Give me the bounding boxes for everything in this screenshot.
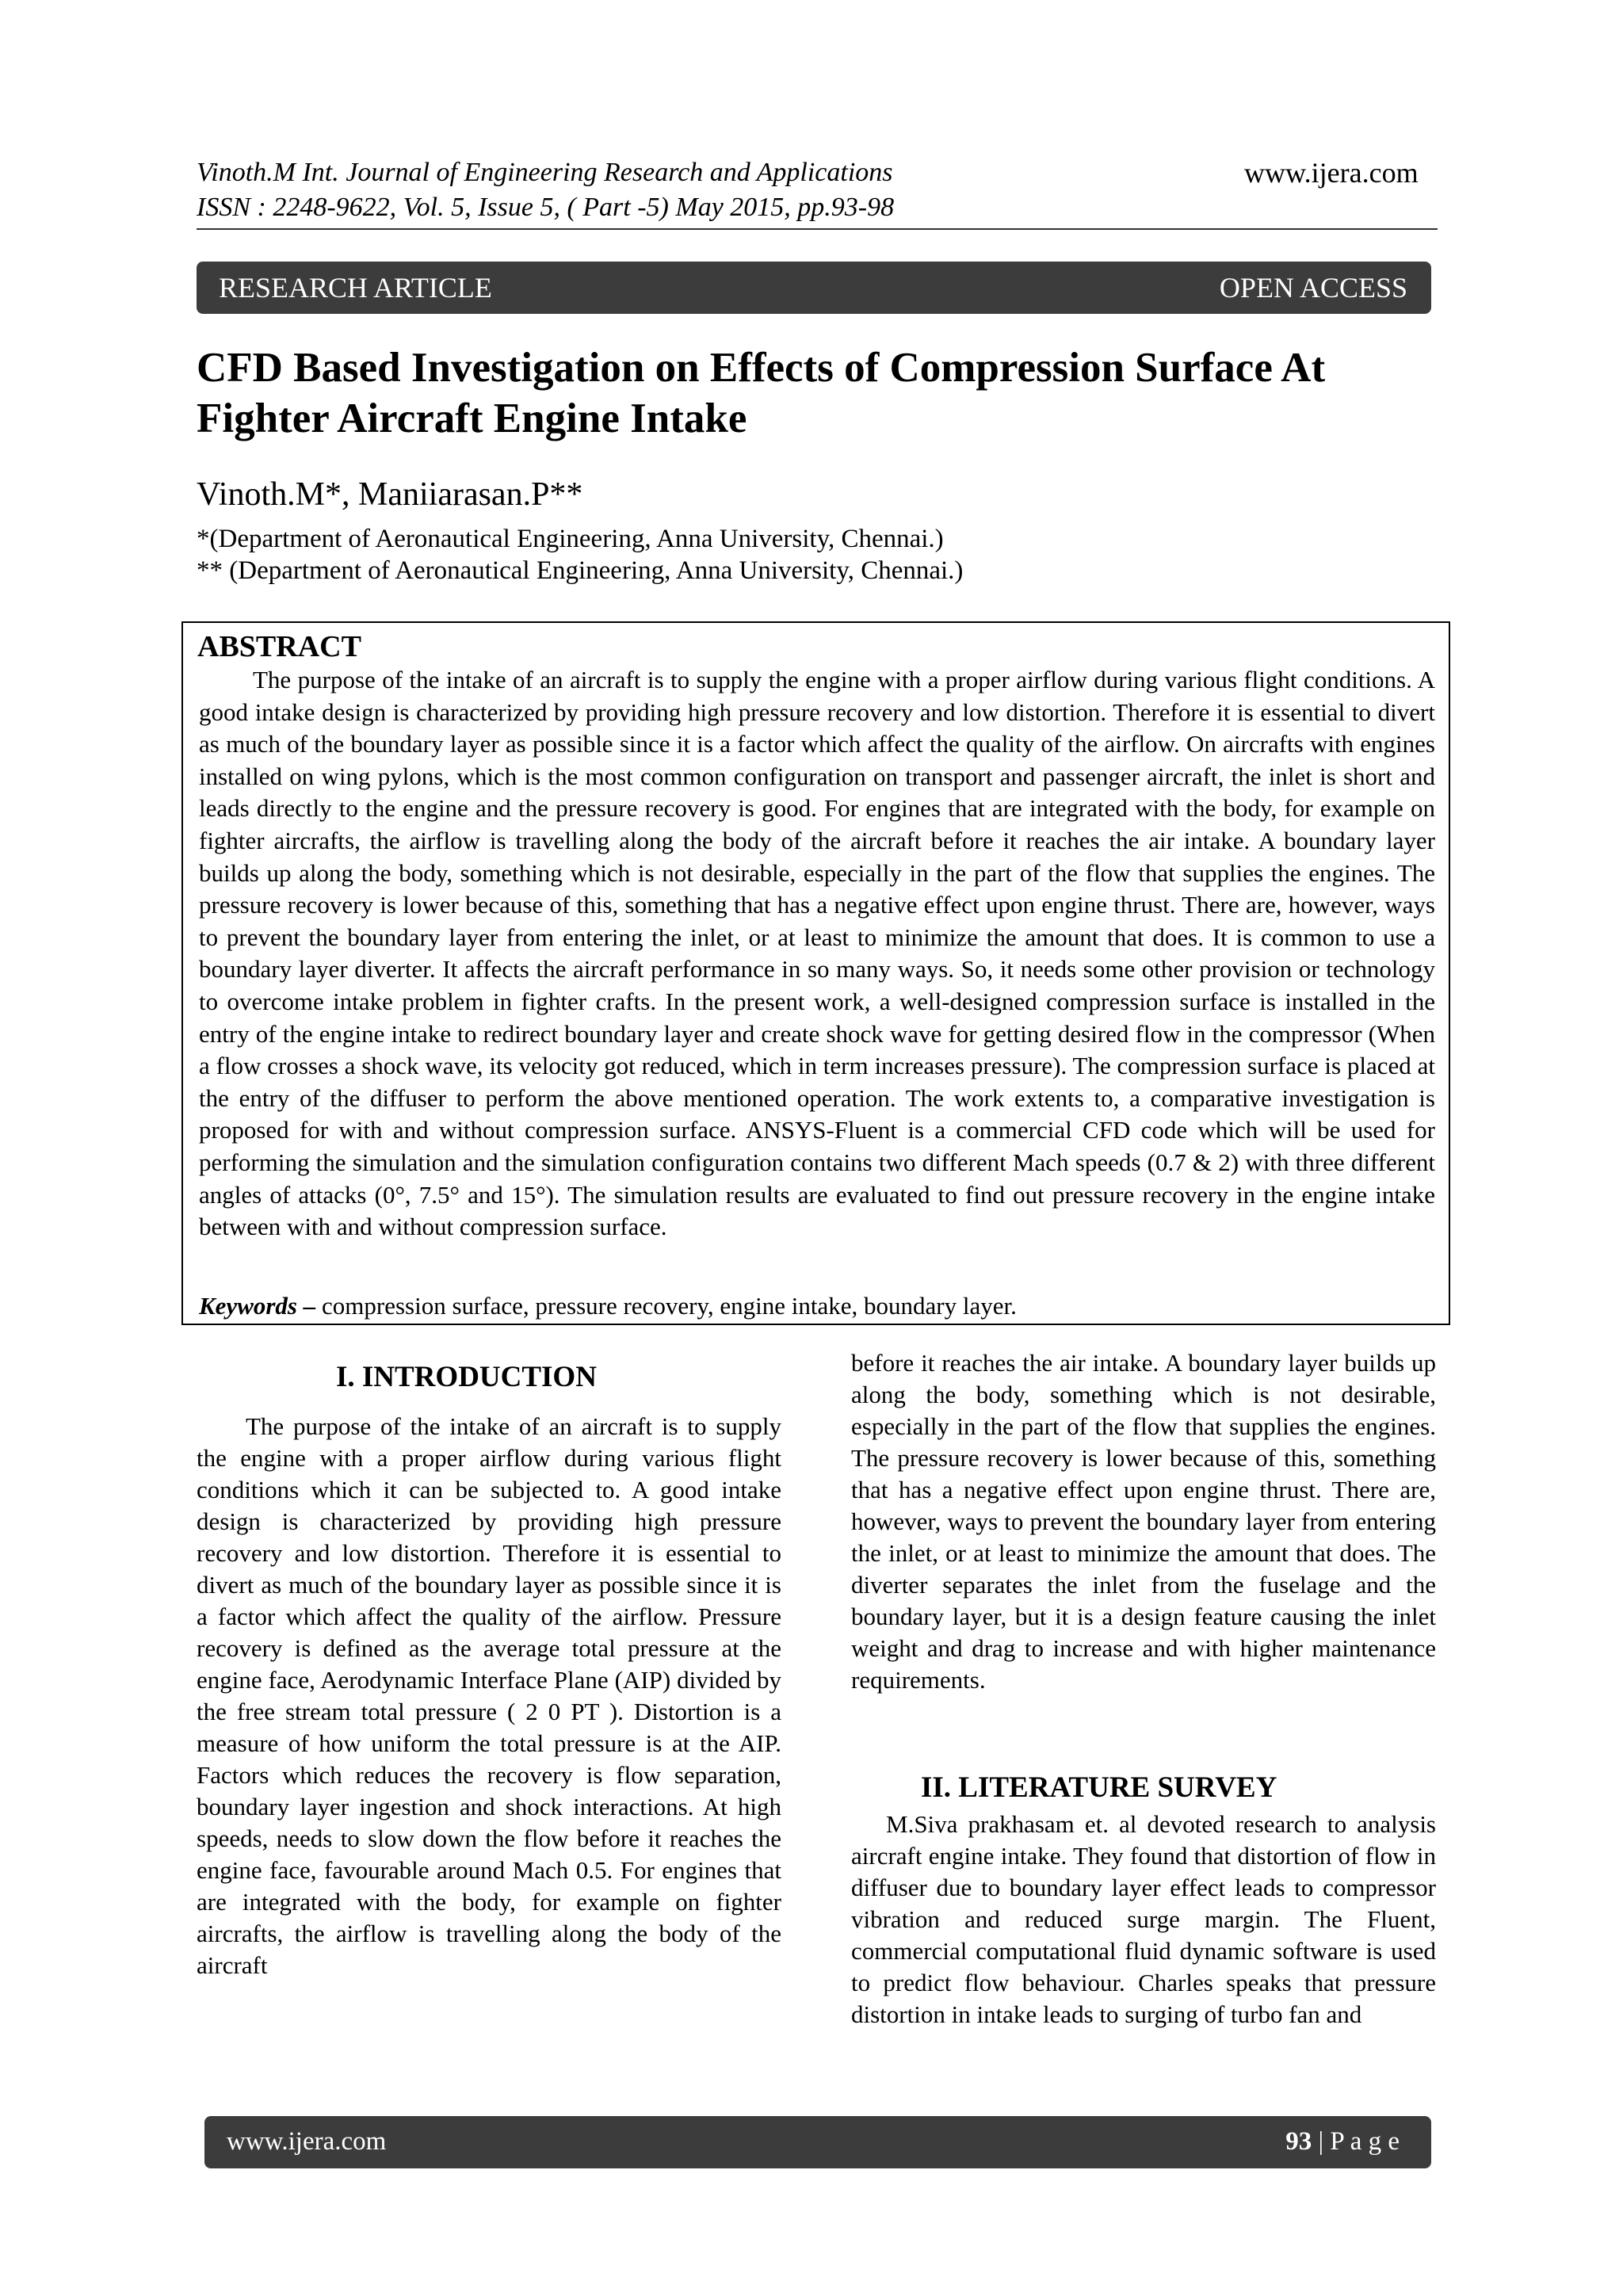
header-rule	[197, 228, 1438, 230]
continuation-text: before it reaches the air intake. A boundary layer builds up along the body, something which is not desirable, especially in the part of the flow that supplies the engines. The pressure recovery is lower because of this, something that has a negative effect upon engine thrust. There are, however, ways to prevent the boundary layer from entering the inlet, or at least to minimize the amount that does. The diverter separates the inlet from the fuselage and the boundary layer, but it is a design feature causing the inlet weight and drag to increase and with higher maintenance requirements.	[851, 1349, 1436, 1694]
page-label: | P a g e	[1312, 2127, 1400, 2156]
literature-survey-body	[851, 1809, 1436, 2030]
keywords-label: Keywords –	[199, 1292, 316, 1320]
open-access-label: OPEN ACCESS	[1219, 272, 1407, 304]
literature-survey-heading: II. LITERATURE SURVEY	[921, 1771, 1277, 1804]
affiliation-1: *(Department of Aeronautical Engineering, Anna University, Chennai.)	[197, 525, 944, 553]
footer-website: www.ijera.com	[227, 2127, 387, 2156]
paper-title: CFD Based Investigation on Effects of Compression Surface At Fighter Aircraft Engine Intake	[197, 345, 1326, 441]
keywords	[199, 1292, 1017, 1320]
abstract-heading: ABSTRACT	[197, 630, 361, 663]
authors: Vinoth.M*, Maniiarasan.P**	[197, 476, 583, 513]
literature-survey-text: M.Siva prakhasam et. al devoted research to analysis aircraft engine intake. They found that distortion of flow in diffuser due to boundary layer effect leads to compressor vibration and reduced surge margin. The Fluent, commercial computational fluid dynamic software is used to predict flow behaviour. Charles speaks that pressure distortion in intake leads to surging of turbo fan and	[851, 1810, 1436, 2028]
journal-line: Vinoth.M Int. Journal of Engineering Research and Applications	[197, 158, 893, 187]
page-footer	[204, 2116, 1431, 2168]
issn-line: ISSN : 2248-9622, Vol. 5, Issue 5, ( Part -5) May 2015, pp.93-98	[197, 193, 895, 222]
header-website: www.ijera.com	[1244, 157, 1419, 189]
page-number: 93	[1285, 2127, 1312, 2156]
abstract-box	[181, 621, 1450, 1325]
introduction-heading: I. INTRODUCTION	[336, 1361, 597, 1393]
introduction-text: The purpose of the intake of an aircraft is to supply the engine with a proper airflow during various flight conditions which it can be subjected to. A good intake design is characterized by providing high pressure recovery and low distortion. Therefore it is essential to divert as much of the boundary layer as possible since it is a factor which affect the quality of the airflow. Pressure recovery is defined as the average total pressure at the engine face, Aerodynamic Interface Plane (AIP) divided by the free stream total pressure ( 2 0 PT ). Distortion is a measure of how uniform the total pressure is at the AIP. Factors which reduces the recovery is flow separation, boundary layer ingestion and shock interactions. At high speeds, needs to slow down the flow before it reaches the engine face, favourable around Mach 0.5. For engines that are integrated with the body, for example on fighter aircrafts, the airflow is travelling along the body of the aircraft	[197, 1412, 781, 1979]
research-article-label: RESEARCH ARTICLE	[219, 272, 492, 304]
abstract-body	[199, 664, 1435, 1244]
introduction-body	[197, 1411, 781, 1981]
article-type-banner	[197, 262, 1431, 314]
abstract-text: The purpose of the intake of an aircraft is to supply the engine with a proper airflow during various flight conditions. A good intake design is characterized by providing high pressure recovery and low distortion. Therefore it is essential to divert as much of the boundary layer as possible since it is a factor which affect the quality of the airflow. On aircrafts with engines installed on wing pylons, which is the most common configuration on transport and passenger aircraft, the inlet is short and leads directly to the engine and the pressure recovery is good. For engines that are integrated with the body, for example on fighter aircrafts, the airflow is travelling along the body of the aircraft before it reaches the air intake. A boundary layer builds up along the body, something which is not desirable, especially in the part of the flow that supplies the engines. The pressure recovery is lower because of this, something that has a negative effect upon engine thrust. There are, however, ways to prevent the boundary layer from entering the inlet, or at least to minimize the amount that does. It is common to use a boundary layer diverter. It affects the aircraft performance in so many ways. So, it needs some other provision or technology to overcome intake problem in fighter crafts. In the present work, a well-designed compression surface is installed in the entry of the engine intake to redirect boundary layer and create shock wave for getting desired flow in the compressor (When a flow crosses a shock wave, its velocity got reduced, which in term increases pressure). The compression surface is placed at the entry of the diffuser to perform the above mentioned operation. The work extents to, a comparative investigation is proposed for with and without compression surface. ANSYS-Fluent is a commercial CFD code which will be used for performing the simulation and the simulation configuration contains two different Mach speeds (0.7 & 2) with three different angles of attacks (0°, 7.5° and 15°). The simulation results are evaluated to find out pressure recovery in the engine intake between with and without compression surface.	[199, 666, 1435, 1241]
page-number-group	[1285, 2127, 1400, 2157]
keywords-text: compression surface, pressure recovery, engine intake, boundary layer.	[315, 1292, 1017, 1320]
right-column-continuation	[851, 1347, 1436, 1696]
affiliation-2: ** (Department of Aeronautical Engineering, Anna University, Chennai.)	[197, 556, 964, 585]
